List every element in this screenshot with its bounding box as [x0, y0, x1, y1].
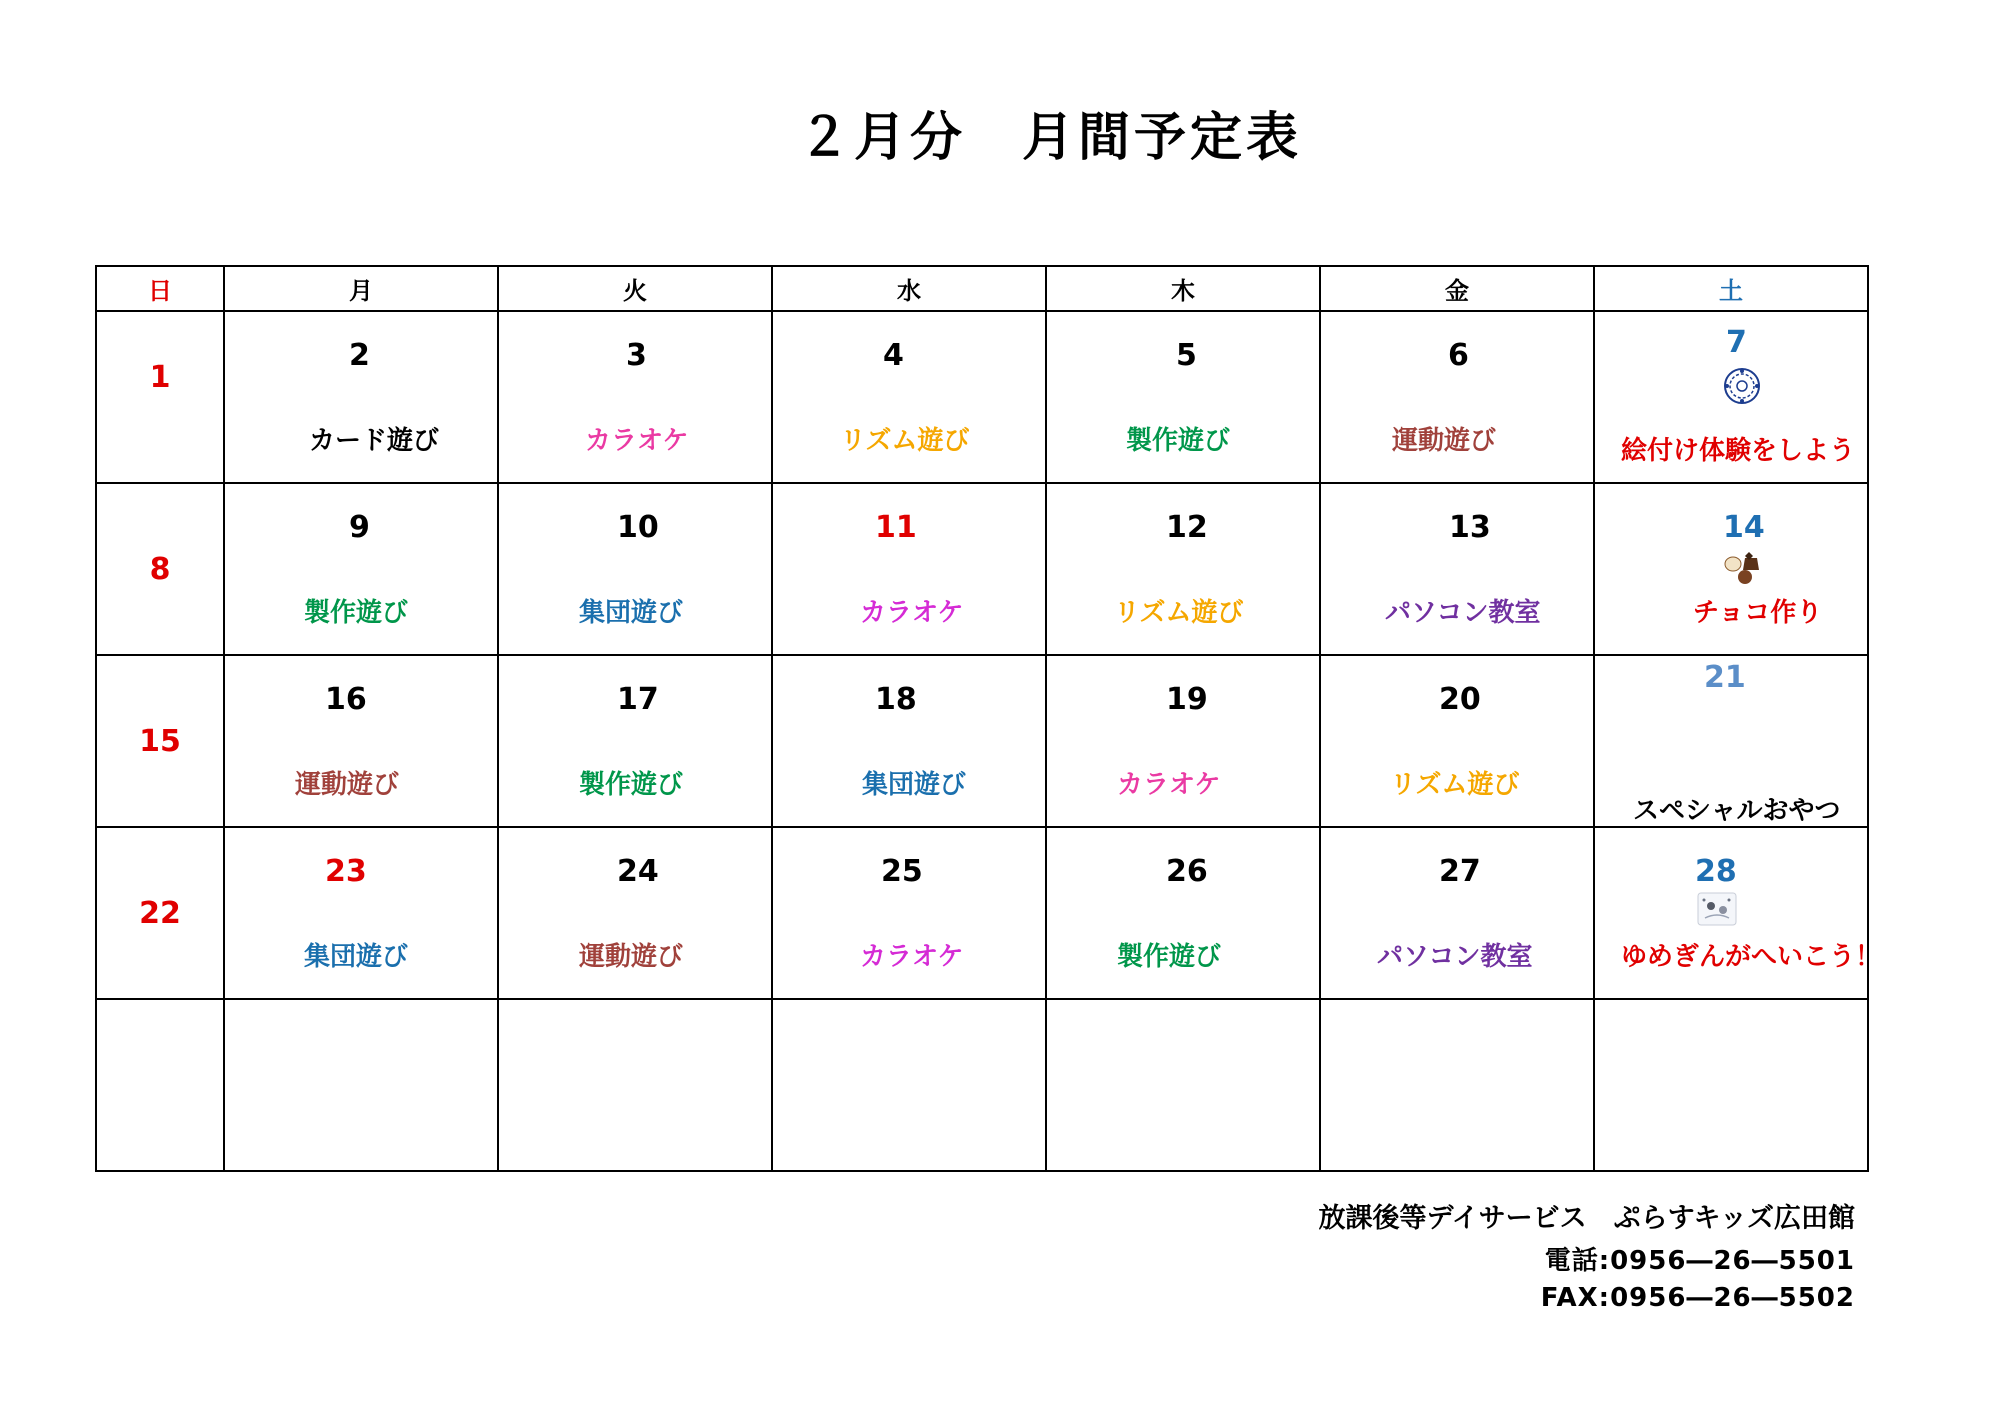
calendar-cell-empty: [1594, 999, 1868, 1171]
day-number: 14: [1723, 510, 1765, 545]
week-row: [96, 311, 1868, 483]
activity-label: 運動遊び: [295, 770, 400, 800]
calendar-cell: [1046, 827, 1320, 999]
calendar-cell: [224, 655, 498, 827]
calendar-cell: [772, 483, 1046, 655]
activity-label: スペシャルおやつ: [1633, 796, 1841, 826]
activity-label: 運動遊び: [579, 942, 684, 972]
activity-label: 集団遊び: [579, 598, 684, 628]
week-row-empty: [96, 999, 1868, 1171]
weekday-header-row: [96, 266, 1868, 311]
activity-label: 製作遊び: [1126, 426, 1231, 456]
weekday-header-thu: 木: [1046, 266, 1320, 311]
weekday-header-tue: 火: [498, 266, 772, 311]
day-number: 21: [1704, 660, 1746, 695]
activity-label: パソコン教室: [1377, 942, 1533, 972]
day-number: 15: [139, 724, 181, 759]
calendar-cell-sunday: [96, 311, 224, 483]
activity-label: 製作遊び: [579, 770, 684, 800]
day-number: 9: [349, 510, 370, 545]
activity-label: ゆめぎんがへいこう！: [1621, 942, 1882, 972]
calendar-cell-sunday: [96, 483, 224, 655]
calendar-cell-saturday: [1594, 827, 1882, 999]
day-number: 11: [875, 510, 917, 545]
calendar-cell-sunday: [96, 655, 224, 827]
calendar-cell: [772, 827, 1046, 999]
calendar-cell: [224, 311, 498, 483]
day-number: 7: [1726, 325, 1747, 360]
day-number: 3: [626, 338, 647, 373]
day-number: 6: [1448, 338, 1469, 373]
day-number: 16: [325, 682, 367, 717]
day-number: 17: [617, 682, 659, 717]
week-row: [96, 655, 1868, 827]
activity-label: カラオケ: [585, 426, 689, 456]
page-title: ２月分 月間予定表: [797, 108, 1302, 168]
day-number: 26: [1166, 854, 1208, 889]
calendar-cell: [498, 483, 772, 655]
calendar-cell: [1320, 311, 1594, 483]
activity-label: リズム遊び: [1114, 598, 1244, 628]
activity-label: リズム遊び: [1390, 770, 1520, 800]
day-number: 23: [325, 854, 367, 889]
decorated-plate-icon: [1723, 367, 1761, 405]
calendar-cell: [1046, 655, 1320, 827]
weekday-header-mon: 月: [224, 266, 498, 311]
calendar-cell: [1046, 483, 1320, 655]
activity-label: チョコ作り: [1693, 598, 1823, 628]
calendar-cell: [224, 483, 498, 655]
day-number: 8: [149, 552, 171, 587]
activity-label: カラオケ: [1117, 770, 1221, 800]
calendar-cell-empty: [1320, 999, 1594, 1171]
facility-name: 放課後等デイサービス ぷらすキッズ広田館: [1318, 1203, 1855, 1234]
day-number: 22: [139, 896, 181, 931]
day-number: 28: [1695, 854, 1737, 889]
calendar-cell: [772, 655, 1046, 827]
calendar-cell-saturday: [1594, 483, 1868, 655]
calendar-cell: [772, 311, 1046, 483]
day-number: 2: [349, 338, 370, 373]
weekday-header-wed: 水: [772, 266, 1046, 311]
activity-label: 製作遊び: [1117, 942, 1222, 972]
activity-label: 製作遊び: [304, 598, 409, 628]
day-number: 5: [1176, 338, 1197, 373]
day-number: 18: [875, 682, 917, 717]
day-number: 10: [617, 510, 659, 545]
day-number: 24: [617, 854, 659, 889]
calendar-cell: [1320, 655, 1594, 827]
weekday-header-sun: 日: [96, 266, 224, 311]
activity-label: カード遊び: [309, 426, 440, 456]
ice-rink-icon: [1697, 892, 1737, 926]
activity-label: リズム遊び: [840, 426, 970, 456]
calendar-cell-saturday: [1594, 655, 1868, 827]
calendar-cell-empty: [1046, 999, 1320, 1171]
activity-label: カラオケ: [860, 942, 964, 972]
calendar-cell-sunday: [96, 827, 224, 999]
day-number: 19: [1166, 682, 1208, 717]
calendar-cell: [498, 311, 772, 483]
calendar-cell: [224, 827, 498, 999]
phone-number: 電話:0956―26―5501: [1544, 1246, 1855, 1276]
activity-label: 運動遊び: [1392, 426, 1497, 456]
weekday-header-sat: 土: [1594, 266, 1868, 311]
calendar-cell-empty: [498, 999, 772, 1171]
week-row: [96, 827, 1868, 999]
calendar-cell: [1320, 827, 1594, 999]
chocolates-icon: [1723, 550, 1763, 586]
activity-label: 集団遊び: [304, 942, 409, 972]
week-row: [96, 483, 1868, 655]
calendar-cell-empty: [96, 999, 224, 1171]
day-number: 1: [149, 360, 171, 395]
calendar-cell: [498, 655, 772, 827]
activity-label: 集団遊び: [862, 770, 967, 800]
activity-label: パソコン教室: [1385, 598, 1541, 628]
activity-label: カラオケ: [860, 598, 964, 628]
calendar-cell-empty: [772, 999, 1046, 1171]
calendar-cell: [1046, 311, 1320, 483]
calendar-cell-empty: [224, 999, 498, 1171]
day-number: 12: [1166, 510, 1208, 545]
weekday-header-fri: 金: [1320, 266, 1594, 311]
day-number: 25: [881, 854, 923, 889]
calendar-cell: [498, 827, 772, 999]
day-number: 27: [1439, 854, 1481, 889]
day-number: 4: [883, 338, 904, 373]
calendar-cell: [1320, 483, 1594, 655]
activity-label: 絵付け体験をしよう: [1621, 436, 1856, 466]
fax-number: FAX:0956―26―5502: [1540, 1283, 1855, 1313]
calendar-cell-saturday: [1594, 311, 1868, 483]
monthly-calendar: [95, 265, 1882, 1172]
day-number: 13: [1449, 510, 1491, 545]
day-number: 20: [1439, 682, 1481, 717]
